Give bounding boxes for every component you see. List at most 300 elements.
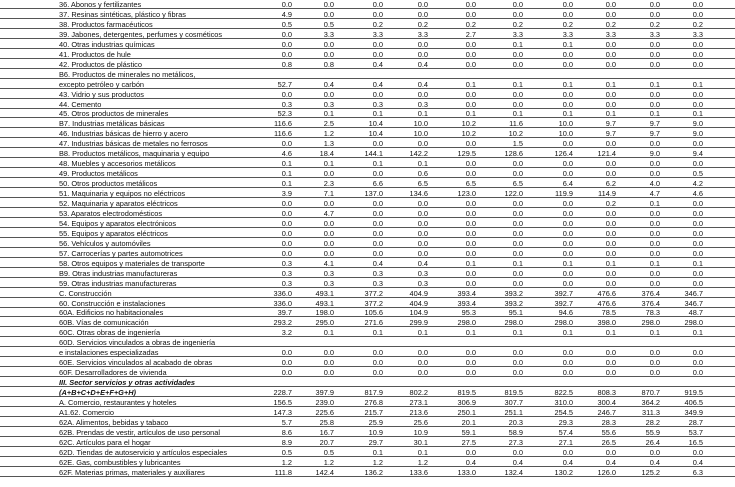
table-row	[0, 318, 735, 327]
cell-value: 55.6	[601, 427, 616, 437]
cell-value: 0.3	[417, 278, 428, 288]
cell-value: 27.1	[558, 437, 573, 447]
cell-value: 0.5	[281, 19, 292, 29]
cell-value: 0.0	[605, 39, 616, 49]
cell-value: 1.5	[512, 139, 523, 149]
table-row	[0, 229, 735, 238]
table-row	[0, 189, 735, 198]
cell-value: 298.0	[554, 318, 573, 328]
cell-value: 0.0	[323, 218, 334, 228]
cell-value: 0.0	[372, 0, 383, 9]
cell-value: 0.0	[465, 348, 476, 358]
cell-value: 0.4	[417, 258, 428, 268]
cell-value: 0.0	[323, 199, 334, 208]
cell-value: 0.4	[692, 457, 703, 467]
cell-value: 0.0	[562, 228, 573, 238]
cell-value: 0.5	[323, 447, 334, 457]
cell-value: 0.0	[605, 368, 616, 378]
cell-value: 6.5	[465, 179, 476, 189]
table-row	[0, 338, 735, 347]
table-row	[0, 408, 735, 417]
cell-value: 0.0	[372, 49, 383, 59]
cell-value: 0.0	[605, 0, 616, 9]
cell-value: 298.0	[684, 318, 703, 328]
row-label: 60A. Edificios no habitacionales	[59, 308, 164, 318]
cell-value: 10.4	[368, 129, 383, 139]
cell-value: 0.3	[281, 278, 292, 288]
cell-value: 0.0	[649, 0, 660, 9]
cell-value: 0.0	[512, 358, 523, 368]
cell-value: 306.9	[457, 398, 476, 407]
cell-value: 0.1	[562, 79, 573, 89]
cell-value: 246.7	[597, 407, 616, 417]
cell-value: 0.0	[372, 169, 383, 179]
cell-value: 0.0	[692, 199, 703, 208]
cell-value: 0.4	[512, 457, 523, 467]
cell-value: 0.0	[465, 447, 476, 457]
cell-value: 0.0	[605, 238, 616, 248]
cell-value: 114.9	[598, 189, 616, 199]
cell-value: 0.0	[465, 278, 476, 288]
cell-value: 28.3	[601, 417, 616, 427]
cell-value: 0.0	[512, 49, 523, 59]
cell-value: 404.9	[409, 298, 428, 308]
table-row	[0, 169, 735, 178]
cell-value: 0.1	[649, 109, 660, 119]
row-label: 45. Otros productos de minerales	[59, 109, 169, 119]
cell-value: 0.0	[417, 348, 428, 358]
cell-value: 0.0	[605, 218, 616, 228]
cell-value: 0.0	[605, 278, 616, 288]
cell-value: 0.5	[323, 19, 334, 29]
cell-value: 0.3	[417, 99, 428, 109]
cell-value: 0.1	[372, 159, 383, 169]
cell-value: 0.0	[323, 169, 334, 179]
cell-value: 95.3	[461, 308, 476, 318]
row-label: 62F. Materias primas, materiales y auxiliares	[59, 467, 205, 477]
cell-value: 3.9	[281, 189, 292, 199]
cell-value: 10.0	[413, 129, 428, 139]
cell-value: 0.0	[692, 39, 703, 49]
cell-value: 2.7	[465, 29, 476, 39]
cell-value: 0.1	[372, 447, 383, 457]
cell-value: 0.0	[562, 218, 573, 228]
cell-value: 0.0	[692, 208, 703, 218]
cell-value: 251.1	[504, 407, 523, 417]
cell-value: 0.0	[512, 99, 523, 109]
cell-value: 0.0	[465, 218, 476, 228]
cell-value: 0.1	[605, 79, 616, 89]
cell-value: 1.2	[323, 457, 334, 467]
cell-value: 144.1	[364, 149, 383, 159]
cell-value: 870.7	[641, 388, 660, 398]
row-label: 51. Maquinaria y equipos no eléctricos	[59, 189, 186, 199]
table-row	[0, 20, 735, 29]
row-label: 56. Vehículos y automóviles	[59, 238, 151, 248]
cell-value: 4.0	[649, 179, 660, 189]
row-label: 39. Jabones, detergentes, perfumes y cosméticos	[59, 29, 223, 39]
cell-value: 298.0	[641, 318, 660, 328]
cell-value: 0.0	[649, 99, 660, 109]
cell-value: 0.6	[417, 169, 428, 179]
cell-value: 0.2	[605, 199, 616, 208]
cell-value: 0.0	[649, 169, 660, 179]
cell-value: 57.4	[558, 427, 573, 437]
cell-value: 10.0	[558, 129, 573, 139]
cell-value: 0.0	[465, 0, 476, 9]
cell-value: 393.4	[457, 298, 476, 308]
cell-value: 0.0	[649, 59, 660, 69]
table-row	[0, 468, 735, 477]
cell-value: 0.0	[692, 447, 703, 457]
cell-value: 105.6	[364, 308, 383, 318]
cell-value: 0.0	[417, 358, 428, 368]
table-row	[0, 119, 735, 128]
cell-value: 25.6	[413, 417, 428, 427]
cell-value: 0.0	[281, 29, 292, 39]
cell-value: 78.5	[601, 308, 616, 318]
table-row	[0, 139, 735, 148]
table-row	[0, 90, 735, 99]
cell-value: 0.0	[605, 139, 616, 149]
cell-value: 819.5	[504, 388, 523, 398]
cell-value: 0.0	[562, 199, 573, 208]
cell-value: 0.0	[417, 199, 428, 208]
cell-value: 27.3	[508, 437, 523, 447]
cell-value: 9.7	[605, 129, 616, 139]
cell-value: 0.0	[417, 39, 428, 49]
cell-value: 0.0	[562, 248, 573, 258]
cell-value: 1.3	[323, 139, 334, 149]
cell-value: 0.0	[512, 268, 523, 278]
cell-value: 0.0	[281, 228, 292, 238]
cell-value: 6.2	[605, 179, 616, 189]
table-row	[0, 209, 735, 218]
cell-value: 817.9	[364, 388, 383, 398]
cell-value: 0.0	[281, 199, 292, 208]
cell-value: 4.2	[692, 179, 703, 189]
cell-value: 808.3	[597, 388, 616, 398]
cell-value: 0.3	[323, 99, 334, 109]
cell-value: 0.0	[649, 358, 660, 368]
table-row	[0, 249, 735, 258]
cell-value: 0.0	[692, 268, 703, 278]
cell-value: 392.7	[554, 298, 573, 308]
cell-value: 9.0	[692, 119, 703, 129]
cell-value: 0.3	[323, 268, 334, 278]
cell-value: 121.4	[597, 149, 616, 159]
cell-value: 9.7	[605, 119, 616, 129]
cell-value: 111.8	[274, 467, 292, 477]
cell-value: 0.0	[649, 139, 660, 149]
cell-value: 104.9	[409, 308, 428, 318]
cell-value: 0.0	[281, 358, 292, 368]
row-label: 53. Aparatos electrodomésticos	[59, 208, 163, 218]
cell-value: 137.0	[364, 189, 383, 199]
cell-value: 10.0	[558, 119, 573, 129]
cell-value: 8.9	[281, 437, 292, 447]
cell-value: 295.0	[315, 318, 334, 328]
row-label: B8. Productos metálicos, maquinaria y equipo	[59, 149, 210, 159]
cell-value: 125.2	[641, 467, 660, 477]
cell-value: 0.8	[281, 59, 292, 69]
cell-value: 0.1	[465, 328, 476, 338]
table-row	[0, 159, 735, 168]
cell-value: 0.0	[692, 368, 703, 378]
cell-value: 55.9	[645, 427, 660, 437]
cell-value: 10.2	[461, 119, 476, 129]
cell-value: 9.7	[649, 129, 660, 139]
row-label: 62E. Gas, combustibles y lubricantes	[59, 457, 181, 467]
cell-value: 126.4	[554, 149, 573, 159]
cell-value: 0.0	[465, 9, 476, 19]
row-label: 49. Productos metálicos	[59, 169, 138, 179]
cell-value: 215.7	[364, 407, 383, 417]
table-row	[0, 458, 735, 467]
cell-value: 116.6	[274, 129, 292, 139]
cell-value: 0.1	[323, 328, 334, 338]
table-row	[0, 398, 735, 407]
cell-value: 0.1	[605, 258, 616, 268]
cell-value: 0.1	[417, 159, 428, 169]
cell-value: 0.0	[649, 49, 660, 59]
cell-value: 0.0	[692, 218, 703, 228]
table-row	[0, 149, 735, 158]
row-label: 59. Otras industrias manufactureras	[59, 278, 177, 288]
cell-value: 397.9	[315, 388, 334, 398]
cell-value: 20.3	[508, 417, 523, 427]
cell-value: 0.0	[692, 49, 703, 59]
cell-value: 0.0	[372, 208, 383, 218]
cell-value: 134.6	[409, 189, 428, 199]
cell-value: 0.1	[372, 109, 383, 119]
cell-value: 0.0	[512, 447, 523, 457]
cell-value: 349.9	[684, 407, 703, 417]
cell-value: 0.0	[692, 348, 703, 358]
cell-value: 2.5	[323, 119, 334, 129]
cell-value: 0.0	[417, 0, 428, 9]
cell-value: 3.3	[372, 29, 383, 39]
cell-value: 10.9	[413, 427, 428, 437]
cell-value: 0.1	[281, 179, 292, 189]
cell-value: 0.3	[281, 258, 292, 268]
cell-value: 0.0	[372, 199, 383, 208]
cell-value: 16.7	[319, 427, 334, 437]
row-label: 60C. Otras obras de ingeniería	[59, 328, 161, 338]
cell-value: 0.0	[281, 139, 292, 149]
cell-value: 0.5	[692, 169, 703, 179]
cell-value: 0.1	[323, 109, 334, 119]
cell-value: 20.1	[461, 417, 476, 427]
cell-value: 0.4	[372, 79, 383, 89]
row-label: 36. Abonos y fertilizantes	[59, 0, 142, 9]
cell-value: 0.0	[605, 49, 616, 59]
cell-value: 6.5	[512, 179, 523, 189]
table-row	[0, 70, 735, 79]
cell-value: 310.0	[554, 398, 573, 407]
cell-value: 0.0	[323, 9, 334, 19]
cell-value: 0.0	[562, 49, 573, 59]
cell-value: 0.4	[372, 258, 383, 268]
cell-value: 6.5	[417, 179, 428, 189]
cell-value: 228.7	[273, 388, 292, 398]
row-label: e instalaciones especializadas	[59, 348, 159, 358]
cell-value: 0.0	[649, 447, 660, 457]
cell-value: 0.0	[372, 218, 383, 228]
cell-value: 336.0	[273, 298, 292, 308]
cell-value: 0.0	[692, 159, 703, 169]
cell-value: 392.7	[554, 288, 573, 298]
cell-value: 3.3	[605, 29, 616, 39]
cell-value: 293.2	[273, 318, 292, 328]
cell-value: 346.7	[684, 288, 703, 298]
cell-value: 4.6	[692, 189, 703, 199]
cell-value: 0.0	[281, 208, 292, 218]
cell-value: 0.0	[465, 49, 476, 59]
cell-value: 0.0	[562, 0, 573, 9]
cell-value: 3.3	[692, 29, 703, 39]
table-row	[0, 418, 735, 427]
cell-value: 119.9	[555, 189, 573, 199]
cell-value: 0.0	[372, 238, 383, 248]
cell-value: 0.1	[692, 109, 703, 119]
cell-value: 0.0	[692, 89, 703, 99]
cell-value: 133.0	[457, 467, 476, 477]
cell-value: 3.3	[512, 29, 523, 39]
cell-value: 307.7	[504, 398, 523, 407]
table-row	[0, 30, 735, 39]
row-label: 62A. Alimentos, bebidas y tabaco	[59, 417, 169, 427]
cell-value: 129.5	[457, 149, 476, 159]
cell-value: 0.0	[323, 368, 334, 378]
row-label: A. Comercio, restaurantes y hoteles	[59, 398, 177, 407]
cell-value: 4.7	[323, 208, 334, 218]
row-label: (A+B+C+D+E+F+G+H)	[59, 388, 137, 398]
cell-value: 225.6	[315, 407, 334, 417]
cell-value: 0.2	[512, 19, 523, 29]
cell-value: 6.6	[372, 179, 383, 189]
cell-value: 0.0	[649, 39, 660, 49]
row-label: 62C. Artículos para el hogar	[59, 437, 151, 447]
row-label: 60. Construcción e instalaciones	[59, 298, 166, 308]
cell-value: 376.4	[641, 298, 660, 308]
cell-value: 116.6	[274, 119, 292, 129]
cell-value: 0.0	[605, 159, 616, 169]
cell-value: 8.6	[281, 427, 292, 437]
cell-value: 0.1	[465, 109, 476, 119]
cell-value: 123.0	[457, 189, 476, 199]
cell-value: 0.1	[605, 328, 616, 338]
table-row	[0, 259, 735, 268]
cell-value: 0.0	[605, 208, 616, 218]
cell-value: 6.3	[692, 467, 703, 477]
cell-value: 0.5	[281, 447, 292, 457]
cell-value: 0.0	[562, 139, 573, 149]
row-label: B9. Otras industrias manufactureras	[59, 268, 178, 278]
cell-value: 25.9	[368, 417, 383, 427]
cell-value: 0.1	[465, 79, 476, 89]
cell-value: 0.0	[372, 248, 383, 258]
cell-value: 377.2	[364, 298, 383, 308]
cell-value: 0.0	[323, 238, 334, 248]
row-label: C. Construcción	[59, 288, 112, 298]
cell-value: 299.9	[409, 318, 428, 328]
cell-value: 133.6	[409, 467, 428, 477]
cell-value: 393.2	[504, 298, 523, 308]
cell-value: 0.1	[512, 258, 523, 268]
row-label: excepto petróleo y carbón	[59, 79, 145, 89]
cell-value: 0.0	[281, 49, 292, 59]
cell-value: 3.3	[649, 29, 660, 39]
cell-value: 0.0	[605, 358, 616, 368]
cell-value: 0.0	[281, 89, 292, 99]
cell-value: 1.2	[281, 457, 292, 467]
row-label: 48. Muebles y accesorios metálicos	[59, 159, 176, 169]
cell-value: 398.0	[597, 318, 616, 328]
cell-value: 0.1	[512, 328, 523, 338]
cell-value: 0.0	[417, 248, 428, 258]
cell-value: 0.0	[417, 9, 428, 19]
cell-value: 346.7	[684, 298, 703, 308]
table-row	[0, 378, 735, 387]
cell-value: 0.3	[323, 278, 334, 288]
cell-value: 0.0	[372, 228, 383, 238]
cell-value: 0.0	[465, 208, 476, 218]
cell-value: 0.1	[562, 328, 573, 338]
table-row	[0, 129, 735, 138]
cell-value: 0.0	[512, 159, 523, 169]
table-row	[0, 40, 735, 49]
cell-value: 1.2	[323, 129, 334, 139]
table-row	[0, 109, 735, 118]
cell-value: 0.0	[562, 238, 573, 248]
cell-value: 802.2	[409, 388, 428, 398]
cell-value: 0.0	[465, 228, 476, 238]
cell-value: 122.0	[504, 189, 523, 199]
cell-value: 271.6	[364, 318, 383, 328]
cell-value: 0.0	[281, 0, 292, 9]
cell-value: 0.0	[649, 238, 660, 248]
cell-value: 0.0	[465, 199, 476, 208]
cell-value: 273.1	[409, 398, 428, 407]
cell-value: 0.0	[562, 368, 573, 378]
cell-value: 0.4	[323, 79, 334, 89]
cell-value: 4.6	[281, 149, 292, 159]
cell-value: 311.3	[642, 407, 660, 417]
cell-value: 0.4	[562, 457, 573, 467]
row-label: 37. Resinas sintéticas, plástico y fibras	[59, 9, 186, 19]
cell-value: 0.0	[323, 348, 334, 358]
cell-value: 0.0	[692, 238, 703, 248]
cell-value: 130.2	[554, 467, 573, 477]
cell-value: 0.2	[649, 19, 660, 29]
row-label: 62D. Tiendas de autoservicio y artículos especiales	[59, 447, 228, 457]
cell-value: 0.1	[649, 328, 660, 338]
cell-value: 0.0	[512, 9, 523, 19]
cell-value: 10.4	[368, 119, 383, 129]
cell-value: 0.1	[281, 169, 292, 179]
table-row	[0, 60, 735, 69]
cell-value: 0.0	[605, 89, 616, 99]
table-row	[0, 179, 735, 188]
table-row	[0, 50, 735, 59]
cell-value: 0.0	[512, 199, 523, 208]
cell-value: 3.3	[323, 29, 334, 39]
cell-value: 0.0	[692, 0, 703, 9]
cell-value: 0.0	[417, 139, 428, 149]
cell-value: 0.0	[562, 59, 573, 69]
table-row	[0, 388, 735, 397]
